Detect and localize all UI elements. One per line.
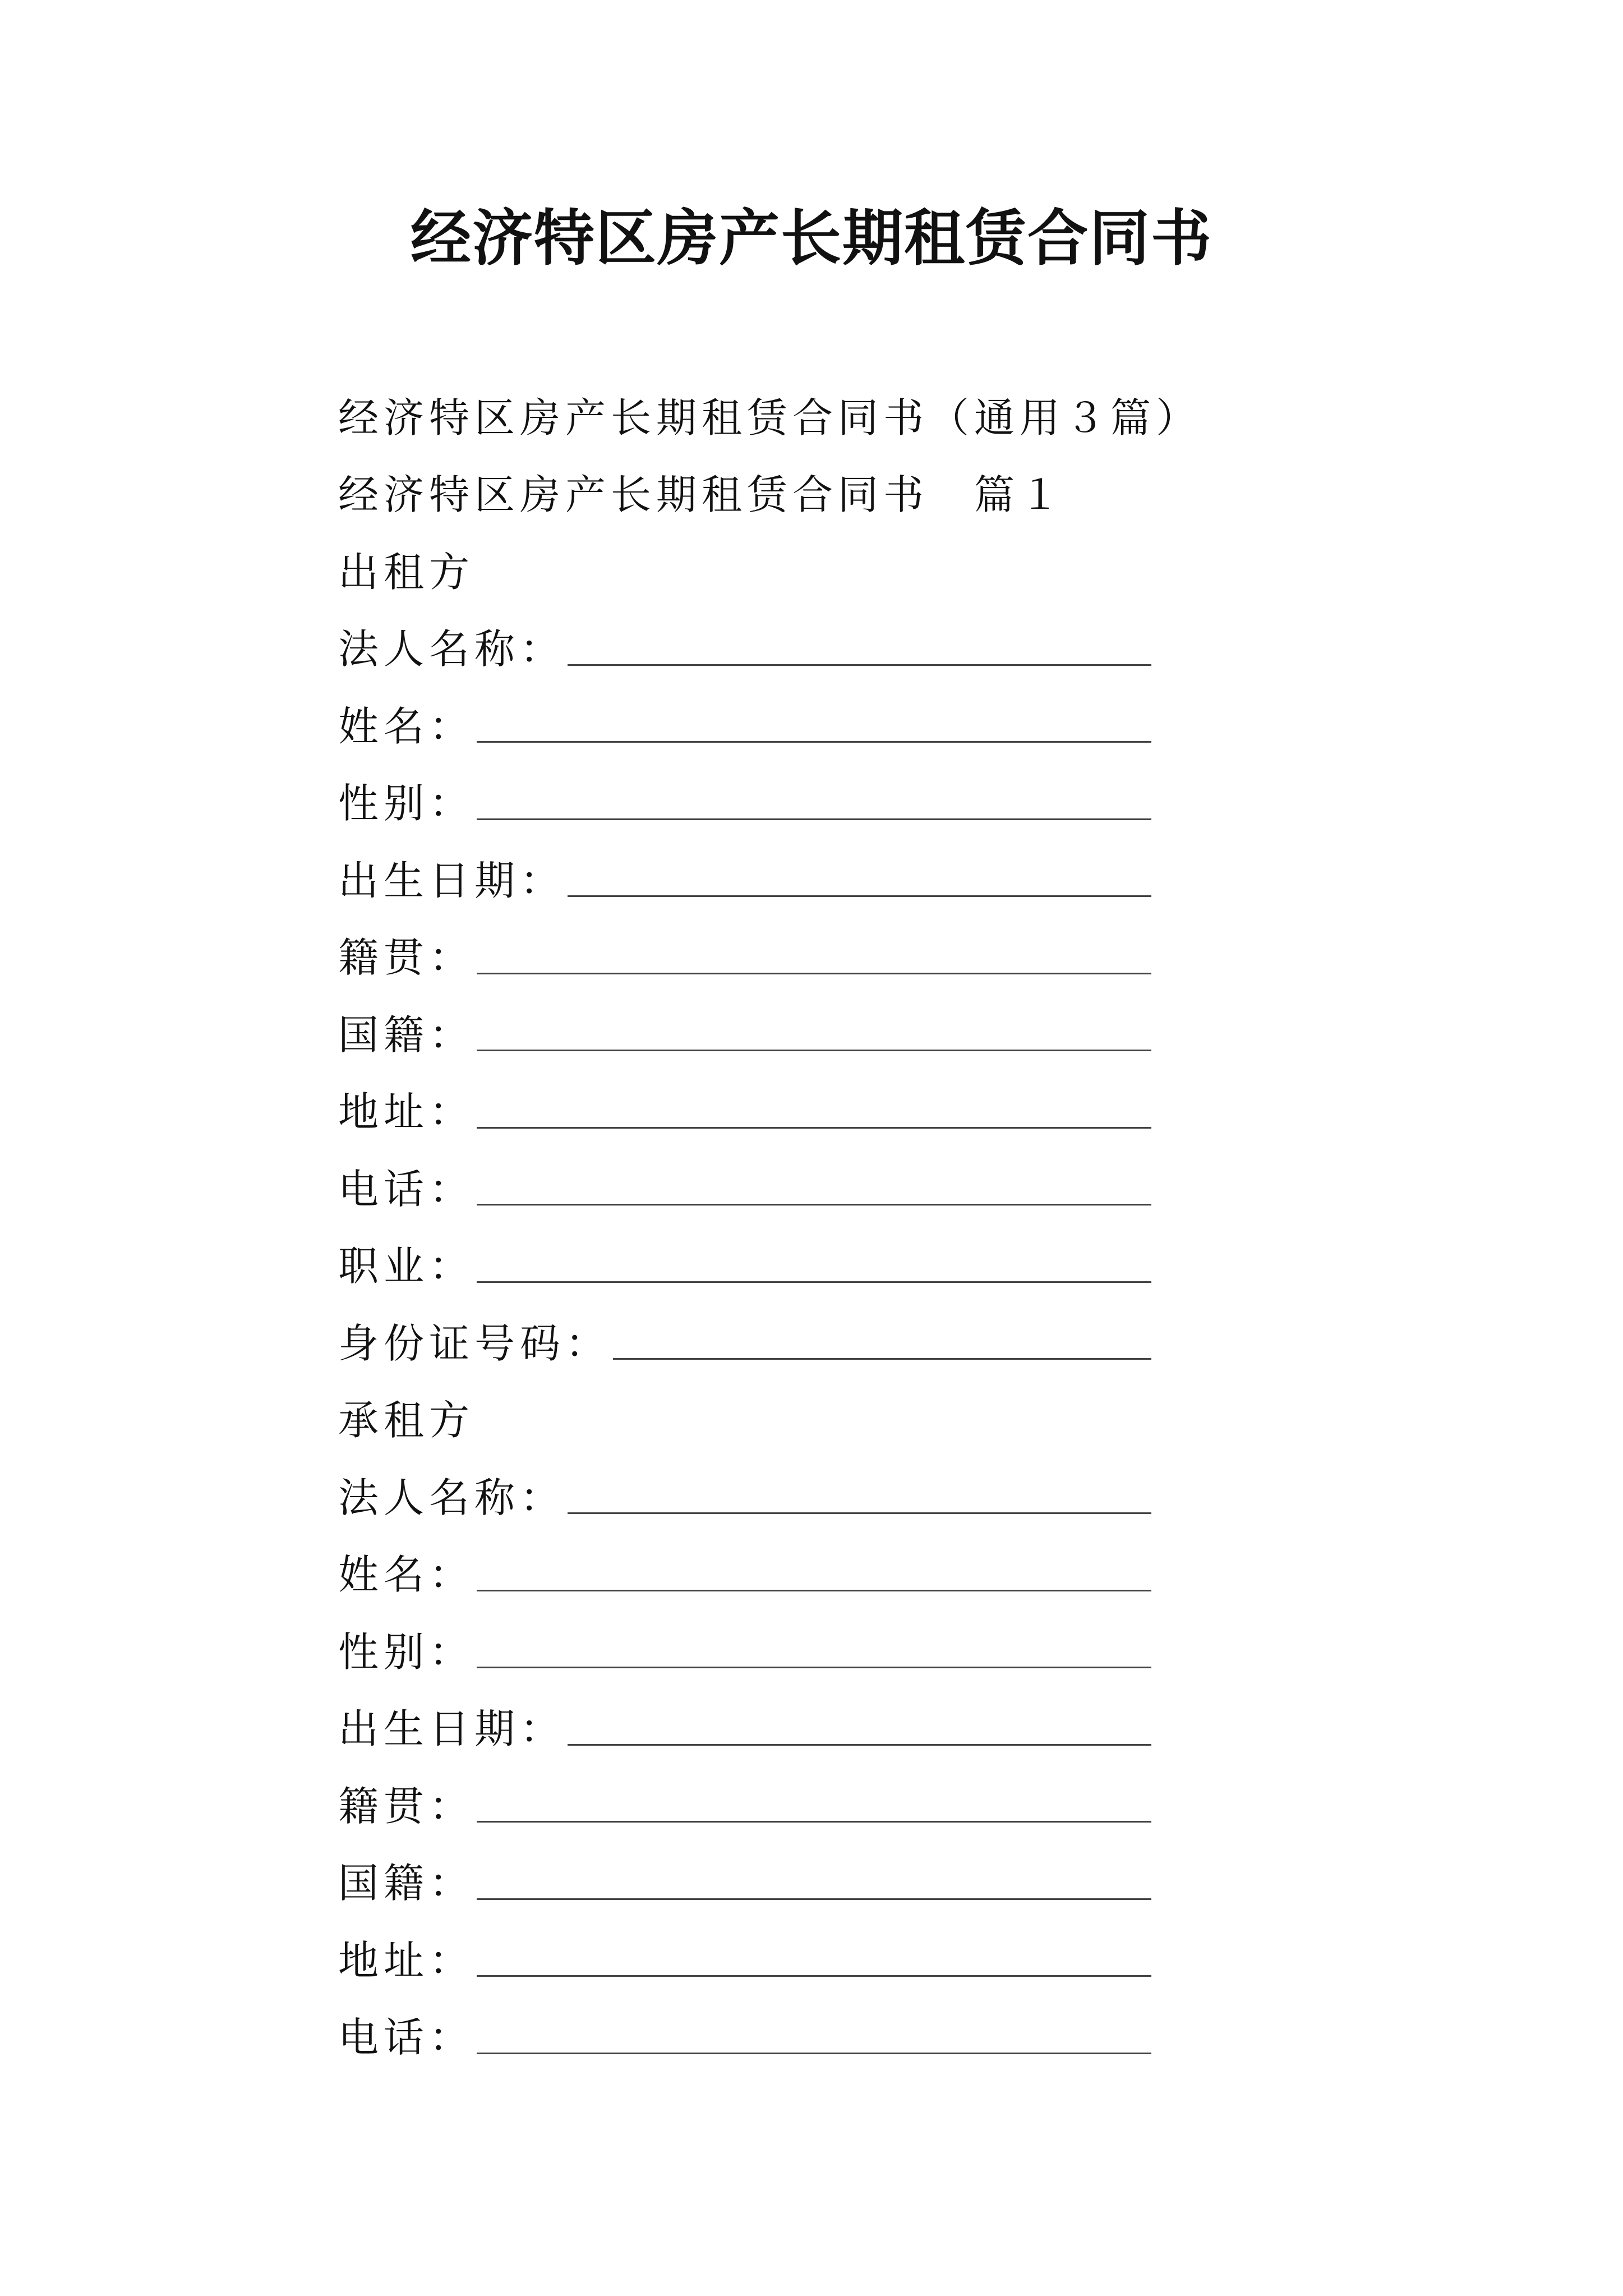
fill-in-blank[interactable] — [477, 1089, 1151, 1129]
field-label: 法人名称： — [338, 1474, 566, 1521]
fill-in-blank[interactable] — [568, 857, 1151, 897]
field-label: 出生日期： — [338, 1705, 566, 1753]
field-label: 出生日期： — [338, 857, 566, 904]
fill-in-blank[interactable] — [477, 1166, 1151, 1205]
lessee-field-phone — [338, 1996, 1151, 2073]
fill-in-blank[interactable] — [477, 1011, 1151, 1051]
field-label: 身份证号码： — [338, 1319, 611, 1367]
lessor-field-name — [338, 684, 1151, 762]
lessor-field-nationality — [338, 993, 1151, 1070]
fill-in-blank[interactable] — [477, 1552, 1151, 1591]
field-label: 性别： — [338, 1628, 475, 1676]
fill-in-blank[interactable] — [613, 1320, 1151, 1360]
lessee-field-name — [338, 1533, 1151, 1611]
field-label: 电话： — [338, 2014, 475, 2062]
field-label: 性别： — [338, 780, 475, 827]
field-label: 地址： — [338, 1088, 475, 1136]
fill-in-blank[interactable] — [477, 1628, 1151, 1668]
document-body — [338, 376, 1202, 2073]
fill-in-blank[interactable] — [477, 1860, 1151, 1900]
document-title: 经济特区房产长期租赁合同书 — [410, 203, 1212, 274]
fill-in-blank[interactable] — [477, 1243, 1151, 1283]
lessor-field-gender — [338, 762, 1151, 839]
fill-in-blank[interactable] — [477, 703, 1151, 743]
field-label: 电话： — [338, 1165, 475, 1213]
field-label: 职业： — [338, 1243, 475, 1290]
fill-in-blank[interactable] — [477, 1783, 1151, 1823]
field-label: 法人名称： — [338, 625, 566, 673]
field-label: 国籍： — [338, 1860, 475, 1907]
fill-in-blank[interactable] — [568, 1474, 1151, 1514]
field-label: 国籍： — [338, 1011, 475, 1059]
lessee-field-legal-name — [338, 1456, 1151, 1533]
lessee-field-birthdate — [338, 1687, 1151, 1765]
document-subtitle: 经济特区房产长期租赁合同书（通用３篇） — [338, 394, 1202, 441]
lessee-field-nationality — [338, 1842, 1151, 1919]
field-label: 籍贯： — [338, 934, 475, 982]
lessor-field-id-number — [338, 1301, 1151, 1379]
lessor-field-address — [338, 1070, 1151, 1148]
fill-in-blank[interactable] — [477, 2014, 1151, 2054]
field-label: 姓名： — [338, 1551, 475, 1599]
part-heading: 经济特区房产长期租赁合同书 篇１ — [338, 471, 1066, 519]
lessor-field-occupation — [338, 1225, 1151, 1302]
field-label: 地址： — [338, 1936, 475, 1984]
fill-in-blank[interactable] — [477, 1937, 1151, 1977]
fill-in-blank[interactable] — [568, 626, 1151, 666]
lessee-heading: 承租方 — [338, 1397, 475, 1444]
field-label: 姓名： — [338, 702, 475, 750]
lessor-field-native-place — [338, 916, 1151, 993]
lessee-field-gender — [338, 1610, 1151, 1687]
lessee-field-address — [338, 1918, 1151, 1996]
lessor-field-birthdate — [338, 839, 1151, 916]
lessor-heading: 出租方 — [338, 548, 475, 596]
fill-in-blank[interactable] — [477, 780, 1151, 820]
fill-in-blank[interactable] — [477, 935, 1151, 974]
lessor-field-phone — [338, 1147, 1151, 1225]
field-label: 籍贯： — [338, 1782, 475, 1830]
lessor-field-legal-name — [338, 608, 1151, 685]
fill-in-blank[interactable] — [568, 1706, 1151, 1746]
lessee-field-native-place — [338, 1764, 1151, 1842]
